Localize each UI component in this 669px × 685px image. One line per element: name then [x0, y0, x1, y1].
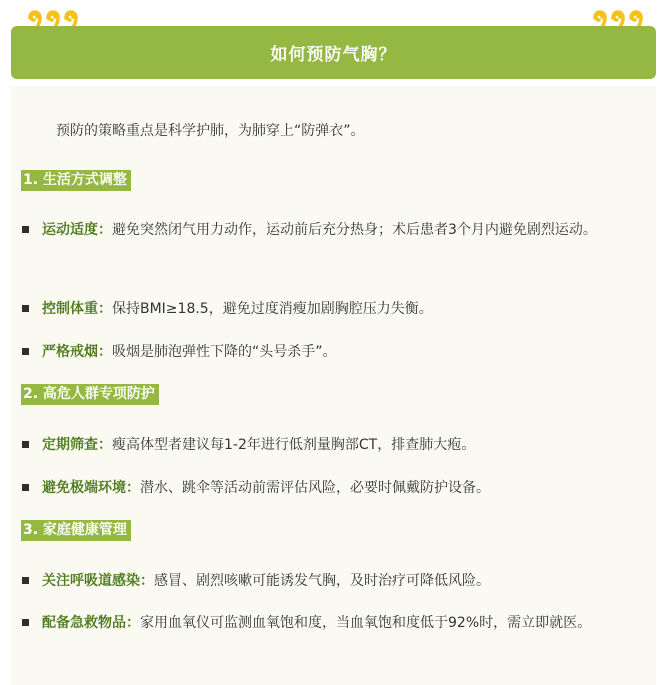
square-bullet-icon [22, 441, 29, 448]
list-item-key: 控制体重： [42, 301, 112, 317]
page-title: 如何预防气胸？ [270, 45, 397, 65]
list-item-key: 关注呼吸道感染： [42, 573, 154, 589]
intro-paragraph: 预防的策略重点是科学护肺，为肺穿上“防弹衣”。 [56, 123, 365, 139]
list-item [22, 428, 650, 462]
list-item-body: 吸烟是肺泡弹性下降的“头号杀手”。 [112, 344, 337, 360]
list-item-body: 家用血氧仪可监测血氧饱和度，当血氧饱和度低于92%时，需立即就医。 [140, 615, 592, 631]
list-item-body: 保持BMI≥18.5，避免过度消瘦加剧胸腔压力失衡。 [112, 301, 433, 317]
list-item-key: 定期筛查： [42, 437, 112, 453]
section-heading: 1. 生活方式调整 [21, 170, 131, 191]
list-item [22, 213, 650, 247]
list-item-text [42, 213, 650, 247]
list-item-body: 避免突然闭气用力动作，运动前后充分热身；术后患者3个月内避免剧烈运动。 [112, 222, 597, 238]
list-item-key: 避免极端环境： [42, 480, 140, 496]
square-bullet-icon [22, 577, 29, 584]
square-bullet-icon [22, 305, 29, 312]
list-item-text [42, 606, 650, 640]
list-item-body: 瘦高体型者建议每1-2年进行低剂量胸部CT，排查肺大疱。 [112, 437, 476, 453]
square-bullet-icon [22, 484, 29, 491]
square-bullet-icon [22, 226, 29, 233]
list-item [22, 564, 650, 598]
section-heading: 2. 高危人群专项防护 [21, 384, 159, 405]
list-item-text [42, 335, 650, 369]
list-item [22, 606, 650, 640]
list-item [22, 471, 650, 505]
list-item [22, 335, 650, 369]
list-item-key: 配备急救物品： [42, 615, 140, 631]
page-title-bar [11, 26, 656, 79]
square-bullet-icon [22, 348, 29, 355]
section-heading: 3. 家庭健康管理 [21, 520, 131, 541]
square-bullet-icon [22, 619, 29, 626]
list-item-text [42, 564, 650, 598]
list-item-text [42, 292, 650, 326]
list-item-text [42, 428, 650, 462]
list-item-key: 严格戒烟： [42, 344, 112, 360]
list-item-key: 运动适度： [42, 222, 112, 238]
list-item-text [42, 471, 650, 505]
list-item-body: 感冒、剧烈咳嗽可能诱发气胸，及时治疗可降低风险。 [154, 573, 490, 589]
list-item-body: 潜水、跳伞等活动前需评估风险，必要时佩戴防护设备。 [140, 480, 490, 496]
list-item [22, 292, 650, 326]
